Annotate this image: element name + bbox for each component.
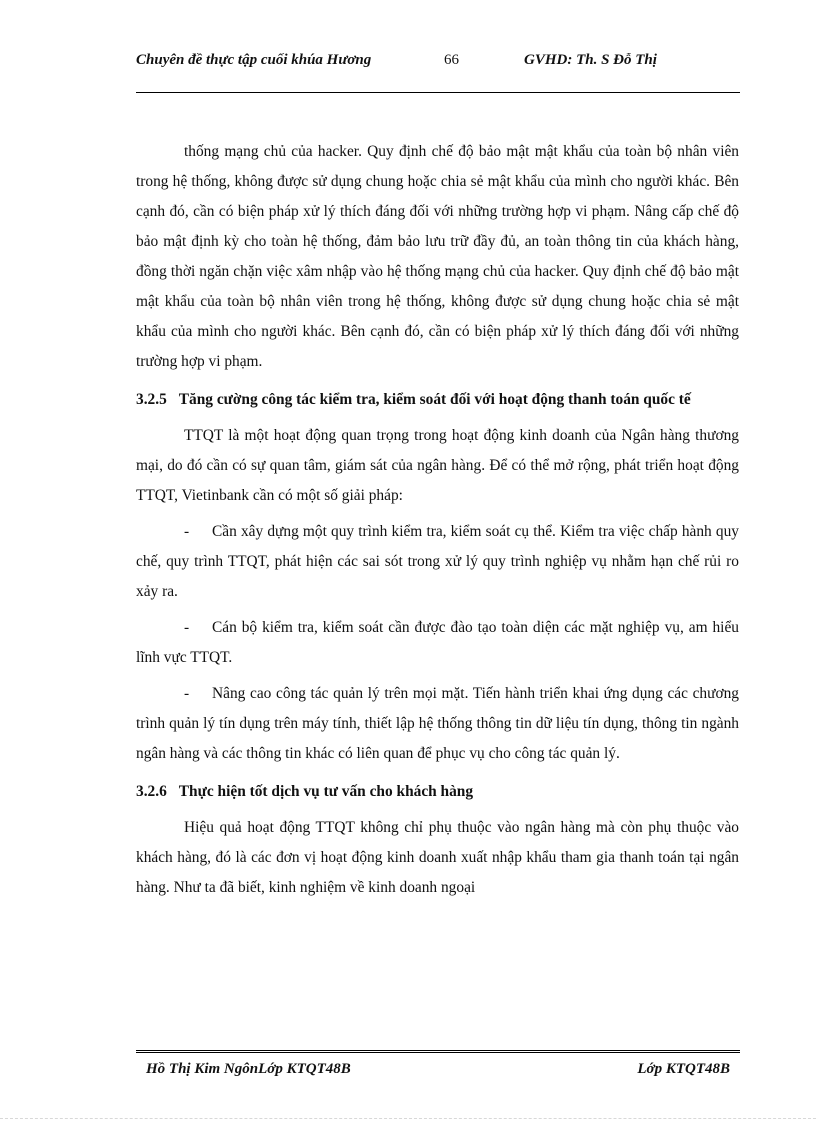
list-item	[136, 613, 739, 673]
section-title: Tăng cường công tác kiểm tra, kiểm soát đối với hoạt động thanh toán quốc tế	[178, 391, 691, 408]
page-body	[136, 137, 739, 909]
footer-author: Hồ Thị Kim NgônLớp KTQT48B	[146, 1061, 351, 1077]
section-number: 3.2.5	[136, 391, 167, 408]
page-header	[136, 50, 740, 93]
paragraph-security: thống mạng chủ của hacker. Quy định chế độ bảo mật mật khẩu của toàn bộ nhân viên trong hệ thống, không được sử dụng chung hoặc chia sẻ mật khẩu của mình cho người khác. Bên cạnh đó, cần có biện pháp xử lý thích đáng đối với những trường hợp vi phạm. Nâng cấp chế độ bảo mật định kỳ cho toàn hệ thống, đảm bảo lưu trữ đầy đủ, an toàn thông tin của khách hàng, đồng thời ngăn chặn việc xâm nhập vào hệ thống mạng chủ của hacker. Quy định chế độ bảo mật mật khẩu của toàn bộ nhân viên trong hệ thống, không được sử dụng chung hoặc chia sẻ mật khẩu của mình cho người khác. Bên cạnh đó, cần có biện pháp xử lý thích đáng đối với những trường hợp vi phạm.	[136, 143, 739, 370]
paragraph-ttqt-intro: TTQT là một hoạt động quan trọng trong hoạt động kinh doanh của Ngân hàng thương mại, do đó cần có sự quan tâm, giám sát của ngân hàng. Để có thể mở rộng, phát triển hoạt động TTQT, Vietinbank cần có một số giải pháp:	[136, 427, 739, 504]
list-item-text: Nâng cao công tác quản lý trên mọi mặt. Tiến hành triển khai ứng dụng các chương trình quản lý tín dụng trên máy tính, thiết lập hệ thống thông tin dữ liệu tín dụng, thông tin ngành ngân hàng và các thông tin khác có liên quan để phục vụ cho công tác quản lý.	[136, 685, 739, 762]
page-footer	[136, 1050, 740, 1077]
document-title: Chuyên đề thực tập cuối khúa Hương	[136, 52, 372, 68]
list-item	[136, 679, 739, 769]
list-item-text: Cán bộ kiểm tra, kiểm soát cần được đào tạo toàn diện các mặt nghiệp vụ, am hiểu lĩnh vực TTQT.	[136, 619, 739, 666]
advisor-name: GVHD: Th. S Đỗ Thị	[524, 52, 657, 68]
section-number: 3.2.6	[136, 783, 167, 800]
page-number: 66	[444, 52, 459, 68]
page-edge-divider	[0, 1118, 816, 1119]
paragraph-consulting: Hiệu quả hoạt động TTQT không chỉ phụ thuộc vào ngân hàng mà còn phụ thuộc vào khách hàng, đó là các đơn vị hoạt động kinh doanh xuất nhập khẩu tham gia thanh toán tại ngân hàng. Như ta đã biết, kinh nghiệm về kinh doanh ngoại	[136, 819, 739, 896]
section-title: Thực hiện tốt dịch vụ tư vấn cho khách hàng	[178, 783, 474, 800]
dash-marker: -	[184, 619, 190, 636]
dash-marker: -	[184, 685, 190, 702]
footer-class: Lớp KTQT48B	[637, 1061, 730, 1077]
list-item-text: Cần xây dựng một quy trình kiểm tra, kiểm soát cụ thể. Kiểm tra việc chấp hành quy chế, quy trình TTQT, phát hiện các sai sót trong xử lý quy trình nghiệp vụ nhằm hạn chế rủi ro xảy ra.	[136, 523, 739, 600]
section-heading-3-2-5	[136, 385, 739, 415]
dash-marker: -	[184, 523, 190, 540]
section-heading-3-2-6	[136, 777, 739, 807]
list-item	[136, 517, 739, 607]
